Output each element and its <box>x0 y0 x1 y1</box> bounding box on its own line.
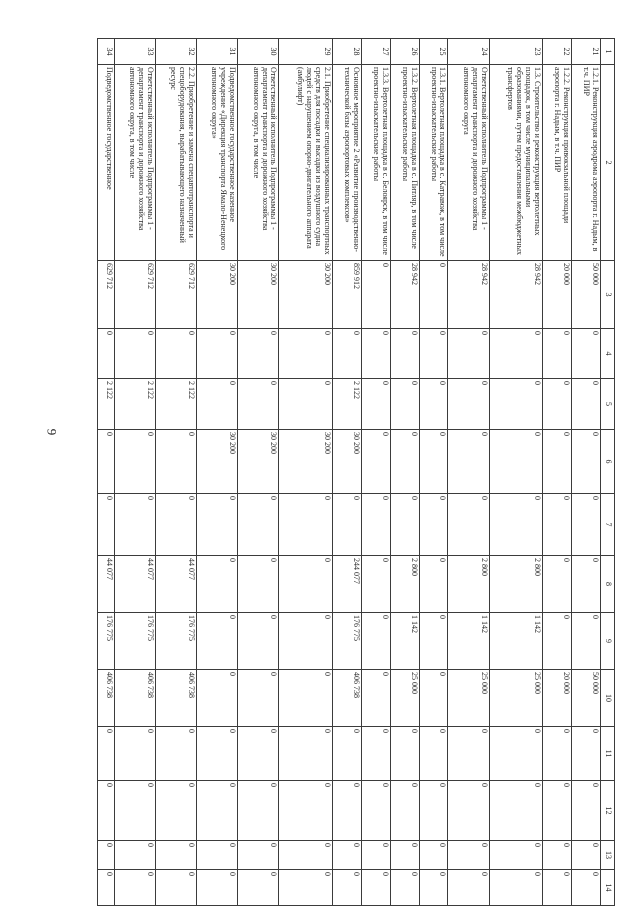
value-cell: 0 <box>361 430 390 494</box>
value-cell: 0 <box>155 430 196 494</box>
value-cell: 0 <box>448 430 489 494</box>
value-cell: 0 <box>543 781 572 841</box>
value-cell: 0 <box>155 841 196 870</box>
value-cell: 0 <box>489 430 543 494</box>
value-cell: 0 <box>572 781 601 841</box>
value-cell: 0 <box>448 781 489 841</box>
value-cell: 0 <box>155 727 196 781</box>
value-cell: 0 <box>489 781 543 841</box>
row-name: Ответственный исполнитель Подпрограммы 1 - департамент транспорта и дорожного хозяйства автономного округа <box>448 65 489 261</box>
value-cell: 0 <box>98 494 115 556</box>
value-cell: 0 <box>279 727 333 781</box>
table-row <box>155 39 196 906</box>
value-cell: 0 <box>238 613 279 670</box>
table-row <box>572 39 601 906</box>
value-cell: 30 200 <box>197 261 238 329</box>
value-cell: 0 <box>543 379 572 430</box>
header-cell: 4 <box>601 329 615 379</box>
value-cell: 0 <box>155 781 196 841</box>
value-cell: 0 <box>448 329 489 379</box>
value-cell: 0 <box>543 727 572 781</box>
value-cell: 30 200 <box>197 430 238 494</box>
value-cell: 30 200 <box>238 430 279 494</box>
value-cell: 0 <box>390 870 419 906</box>
value-cell: 0 <box>114 841 155 870</box>
value-cell: 629 712 <box>114 261 155 329</box>
value-cell: 0 <box>390 494 419 556</box>
row-number: 22 <box>543 39 572 65</box>
value-cell: 176 775 <box>114 613 155 670</box>
row-number: 33 <box>114 39 155 65</box>
value-cell: 0 <box>543 329 572 379</box>
value-cell: 0 <box>419 556 448 613</box>
value-cell: 2 800 <box>390 556 419 613</box>
value-cell: 0 <box>279 841 333 870</box>
value-cell: 0 <box>279 494 333 556</box>
value-cell: 0 <box>419 870 448 906</box>
value-cell: 28 942 <box>448 261 489 329</box>
value-cell: 629 712 <box>98 261 115 329</box>
table-row <box>279 39 333 906</box>
value-cell: 0 <box>361 870 390 906</box>
table-row <box>419 39 448 906</box>
value-cell: 44 077 <box>155 556 196 613</box>
row-name: 2.2. Приобретение и замена спецавтотранспорта и спецоборудования, вырабатывающего назначенный ресурс <box>155 65 196 261</box>
value-cell: 0 <box>572 556 601 613</box>
value-cell: 0 <box>419 261 448 329</box>
header-cell: 14 <box>601 870 615 906</box>
value-cell: 0 <box>543 494 572 556</box>
value-cell: 0 <box>448 494 489 556</box>
table-row <box>333 39 362 906</box>
value-cell: 0 <box>238 494 279 556</box>
value-cell: 0 <box>572 613 601 670</box>
row-name: 1.2.2. Реконструкция привокзальной площади аэропорта г. Надым, в т.ч. ПИР <box>543 65 572 261</box>
value-cell: 0 <box>361 494 390 556</box>
value-cell: 0 <box>238 670 279 727</box>
value-cell: 0 <box>238 329 279 379</box>
value-cell: 0 <box>197 727 238 781</box>
value-cell: 0 <box>572 841 601 870</box>
value-cell: 0 <box>279 781 333 841</box>
value-cell: 0 <box>279 613 333 670</box>
value-cell: 0 <box>419 613 448 670</box>
value-cell: 0 <box>114 727 155 781</box>
value-cell: 20 000 <box>543 670 572 727</box>
table-row <box>238 39 279 906</box>
rotated-page <box>97 38 615 892</box>
value-cell: 0 <box>333 781 362 841</box>
value-cell: 0 <box>361 841 390 870</box>
value-cell: 20 000 <box>543 261 572 329</box>
value-cell: 28 942 <box>489 261 543 329</box>
value-cell: 0 <box>98 781 115 841</box>
table-row <box>489 39 543 906</box>
value-cell: 0 <box>390 781 419 841</box>
value-cell: 0 <box>279 670 333 727</box>
value-cell: 30 200 <box>279 430 333 494</box>
value-cell: 0 <box>390 727 419 781</box>
header-cell: 10 <box>601 670 615 727</box>
value-cell: 0 <box>572 494 601 556</box>
header-cell: 11 <box>601 727 615 781</box>
value-cell: 2 800 <box>489 556 543 613</box>
value-cell: 1 142 <box>448 613 489 670</box>
value-cell: 0 <box>155 329 196 379</box>
value-cell: 0 <box>197 556 238 613</box>
table-row <box>543 39 572 906</box>
value-cell: 0 <box>279 870 333 906</box>
row-number: 29 <box>279 39 333 65</box>
page-number: 9 <box>44 428 60 436</box>
value-cell: 50 000 <box>572 670 601 727</box>
table-row <box>448 39 489 906</box>
value-cell: 0 <box>333 870 362 906</box>
value-cell: 0 <box>238 841 279 870</box>
table-row <box>390 39 419 906</box>
value-cell: 0 <box>361 329 390 379</box>
value-cell: 0 <box>114 870 155 906</box>
value-cell: 0 <box>361 261 390 329</box>
row-name: 2.1. Приобретение специализированных транспортных средств для посадки и высадки из воздушного судна людей с нарушением опорно-двигательного аппарата (амбулифт) <box>279 65 333 261</box>
value-cell: 30 200 <box>238 261 279 329</box>
value-cell: 30 200 <box>333 430 362 494</box>
value-cell: 0 <box>543 613 572 670</box>
value-cell: 0 <box>572 329 601 379</box>
value-cell: 0 <box>489 494 543 556</box>
budget-table <box>97 38 615 906</box>
value-cell: 0 <box>98 329 115 379</box>
value-cell: 0 <box>98 870 115 906</box>
row-number: 27 <box>361 39 390 65</box>
header-cell: 9 <box>601 613 615 670</box>
value-cell: 406 738 <box>333 670 362 727</box>
value-cell: 0 <box>238 870 279 906</box>
row-number: 30 <box>238 39 279 65</box>
value-cell: 0 <box>279 556 333 613</box>
row-name: Ответственный исполнитель Подпрограммы 1 - департамент транспорта и дорожного хозяйства автономного округа, в том числе <box>114 65 155 261</box>
value-cell: 0 <box>155 870 196 906</box>
value-cell: 0 <box>572 870 601 906</box>
value-cell: 2 122 <box>98 379 115 430</box>
row-number: 31 <box>197 39 238 65</box>
value-cell: 0 <box>197 613 238 670</box>
value-cell: 0 <box>114 781 155 841</box>
value-cell: 0 <box>98 727 115 781</box>
value-cell: 0 <box>419 379 448 430</box>
value-cell: 0 <box>98 841 115 870</box>
value-cell: 0 <box>543 430 572 494</box>
value-cell: 629 712 <box>155 261 196 329</box>
value-cell: 406 738 <box>114 670 155 727</box>
header-cell: 2 <box>601 65 615 261</box>
row-name: 1.3.1. Вертолетная площадка в с. Катравож, в том числе проектно-изыскательские работы <box>419 65 448 261</box>
value-cell: 0 <box>197 670 238 727</box>
value-cell: 0 <box>390 379 419 430</box>
row-number: 25 <box>419 39 448 65</box>
value-cell: 176 775 <box>155 613 196 670</box>
value-cell: 406 738 <box>98 670 115 727</box>
value-cell: 1 142 <box>390 613 419 670</box>
value-cell: 2 122 <box>333 379 362 430</box>
header-cell: 6 <box>601 430 615 494</box>
value-cell: 44 077 <box>114 556 155 613</box>
value-cell: 406 738 <box>155 670 196 727</box>
value-cell: 0 <box>238 379 279 430</box>
row-name: 1.2.1. Реконструкция аэродрома аэропорта г. Надым, в т.ч. ПИР <box>572 65 601 261</box>
row-number: 21 <box>572 39 601 65</box>
row-name: Основное мероприятие 2 «Развитие производственно-технической базы аэропортовых комплексов» <box>333 65 362 261</box>
value-cell: 0 <box>114 329 155 379</box>
header-cell: 13 <box>601 841 615 870</box>
value-cell: 2 122 <box>155 379 196 430</box>
row-number: 34 <box>98 39 115 65</box>
value-cell: 0 <box>448 841 489 870</box>
value-cell: 0 <box>448 379 489 430</box>
table-header-row <box>601 39 615 906</box>
value-cell: 0 <box>333 329 362 379</box>
value-cell: 0 <box>361 556 390 613</box>
value-cell: 25 000 <box>390 670 419 727</box>
row-number: 28 <box>333 39 362 65</box>
value-cell: 0 <box>489 379 543 430</box>
row-name: Подведомственное государственное казенное учреждение «Дирекция транспорта Ямало-Ненецкого автономного округа» <box>197 65 238 261</box>
value-cell: 0 <box>197 379 238 430</box>
value-cell: 0 <box>333 727 362 781</box>
value-cell: 28 942 <box>390 261 419 329</box>
value-cell: 1 142 <box>489 613 543 670</box>
value-cell: 0 <box>572 727 601 781</box>
value-cell: 0 <box>155 494 196 556</box>
value-cell: 2 122 <box>114 379 155 430</box>
value-cell: 0 <box>238 556 279 613</box>
value-cell: 44 077 <box>98 556 115 613</box>
value-cell: 0 <box>197 841 238 870</box>
value-cell: 0 <box>419 329 448 379</box>
header-cell: 5 <box>601 379 615 430</box>
row-name: 1.3. Строительство и реконструкция вертолетных площадок, в том числе муниципальными образованиями, путем предоставления межбюджетных трансфертов <box>489 65 543 261</box>
value-cell: 0 <box>361 781 390 841</box>
value-cell: 0 <box>419 670 448 727</box>
value-cell: 0 <box>419 841 448 870</box>
value-cell: 176 775 <box>98 613 115 670</box>
value-cell: 859 912 <box>333 261 362 329</box>
value-cell: 0 <box>572 430 601 494</box>
row-number: 32 <box>155 39 196 65</box>
value-cell: 0 <box>543 556 572 613</box>
value-cell: 0 <box>572 379 601 430</box>
value-cell: 0 <box>361 379 390 430</box>
value-cell: 0 <box>238 727 279 781</box>
value-cell: 25 000 <box>489 670 543 727</box>
value-cell: 176 775 <box>333 613 362 670</box>
value-cell: 0 <box>419 430 448 494</box>
value-cell: 0 <box>197 329 238 379</box>
value-cell: 0 <box>98 430 115 494</box>
row-name: 1.3.2. Вертолетная площадка в с. Питляр, в том числе проектно-изыскательские работы <box>390 65 419 261</box>
rotated-table-area <box>97 38 615 892</box>
value-cell: 30 200 <box>279 261 333 329</box>
value-cell: 0 <box>448 870 489 906</box>
value-cell: 0 <box>238 781 279 841</box>
value-cell: 0 <box>333 494 362 556</box>
value-cell: 0 <box>279 329 333 379</box>
value-cell: 0 <box>197 870 238 906</box>
row-number: 24 <box>448 39 489 65</box>
value-cell: 0 <box>489 870 543 906</box>
row-name: Ответственный исполнитель Подпрограммы 1 - департамент транспорта и дорожного хозяйства автономного округа, в том числе <box>238 65 279 261</box>
header-cell: 12 <box>601 781 615 841</box>
value-cell: 0 <box>333 841 362 870</box>
value-cell: 0 <box>419 781 448 841</box>
value-cell: 2 800 <box>448 556 489 613</box>
value-cell: 0 <box>197 494 238 556</box>
row-number: 26 <box>390 39 419 65</box>
value-cell: 0 <box>489 727 543 781</box>
value-cell: 244 077 <box>333 556 362 613</box>
value-cell: 25 000 <box>448 670 489 727</box>
value-cell: 0 <box>489 841 543 870</box>
value-cell: 0 <box>448 727 489 781</box>
value-cell: 0 <box>489 329 543 379</box>
table-row <box>361 39 390 906</box>
row-name: 1.3.3. Вертолетная площадка в с. Белоярск, в том числе проектно-изыскательские работы <box>361 65 390 261</box>
value-cell: 0 <box>543 870 572 906</box>
header-cell: 1 <box>601 39 615 65</box>
header-cell: 8 <box>601 556 615 613</box>
value-cell: 0 <box>361 613 390 670</box>
value-cell: 0 <box>390 841 419 870</box>
row-number: 23 <box>489 39 543 65</box>
value-cell: 0 <box>197 781 238 841</box>
value-cell: 50 000 <box>572 261 601 329</box>
value-cell: 0 <box>419 494 448 556</box>
table-row <box>197 39 238 906</box>
row-name: Подведомственное государственное <box>98 65 115 261</box>
value-cell: 0 <box>361 727 390 781</box>
value-cell: 0 <box>279 379 333 430</box>
value-cell: 0 <box>114 494 155 556</box>
value-cell: 0 <box>390 430 419 494</box>
table-row <box>98 39 115 906</box>
header-cell: 3 <box>601 261 615 329</box>
value-cell: 0 <box>543 841 572 870</box>
table-row <box>114 39 155 906</box>
value-cell: 0 <box>419 727 448 781</box>
value-cell: 0 <box>390 329 419 379</box>
value-cell: 0 <box>361 670 390 727</box>
value-cell: 0 <box>114 430 155 494</box>
header-cell: 7 <box>601 494 615 556</box>
